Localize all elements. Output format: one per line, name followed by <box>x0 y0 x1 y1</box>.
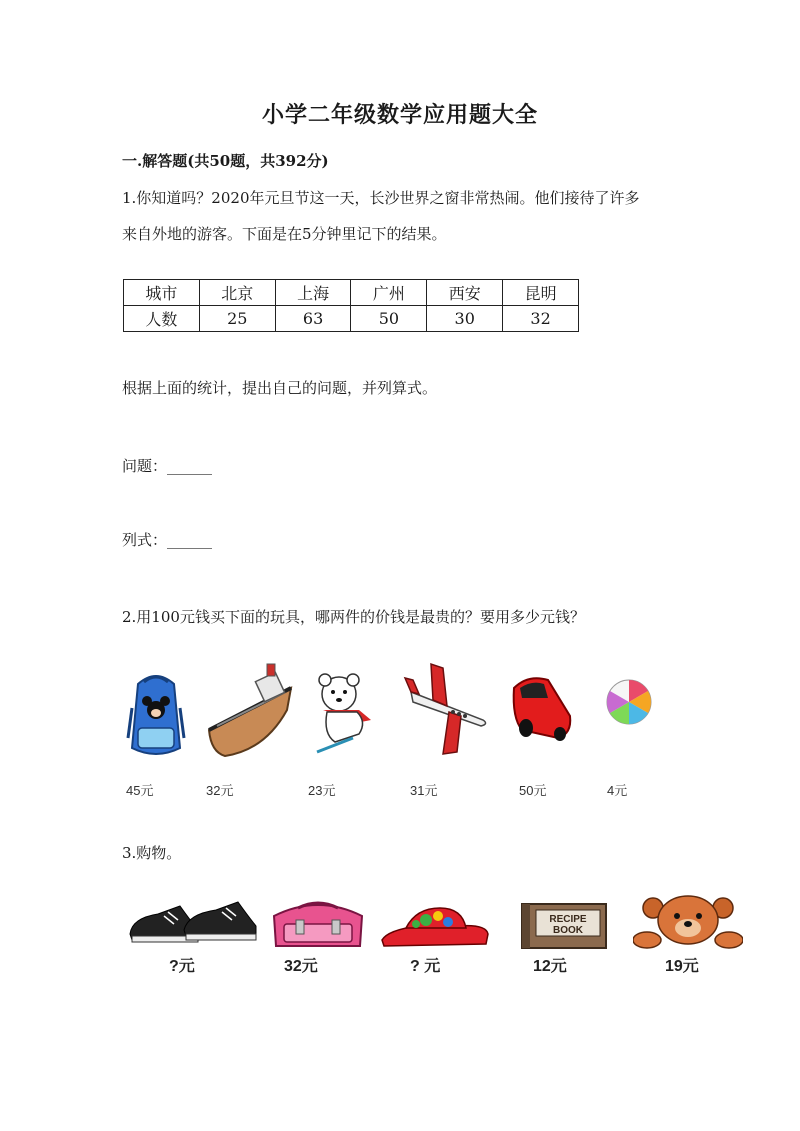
item-price: 31元 <box>410 783 438 798</box>
q1-question-blank: 问题：______ <box>122 457 213 475</box>
ship-icon <box>205 660 295 760</box>
teddy-bear-icon <box>633 894 743 952</box>
table-row <box>124 306 579 332</box>
q1-formula-blank: 列式：______ <box>122 531 213 549</box>
bear-skating-icon <box>313 672 379 756</box>
item-price: 12元 <box>533 958 567 975</box>
item-price: 19元 <box>665 958 699 975</box>
airplane-icon <box>403 660 489 758</box>
car-icon <box>508 668 576 744</box>
table-cell: 西安 <box>427 280 503 306</box>
backpack-icon <box>124 668 188 760</box>
q1-instruction: 根据上面的统计，提出自己的问题，并列算式。 <box>122 379 438 397</box>
recipe-book-icon <box>520 902 610 950</box>
item-price: 32元 <box>284 958 318 975</box>
item-price: 23元 <box>308 783 336 798</box>
book-text: RECIPE <box>549 914 587 925</box>
book-text: BOOK <box>553 925 583 936</box>
section-heading: 一.解答题(共50题，共392分) <box>122 152 329 170</box>
city-visitors-table <box>123 279 579 332</box>
q3-text: 3.购物。 <box>122 844 182 862</box>
bag-icon <box>268 896 368 950</box>
table-cell: 30 <box>427 306 503 332</box>
q1-text-line2: 来自外地的游客。下面是在5分钟里记下的结果。 <box>122 225 447 243</box>
q2-text: 2.用100元钱买下面的玩具，哪两件的价钱是最贵的？要用多少元钱？ <box>122 608 585 626</box>
table-cell: 50 <box>351 306 427 332</box>
item-price: ? 元 <box>410 958 441 975</box>
item-price: 45元 <box>126 783 154 798</box>
table-cell: 上海 <box>275 280 351 306</box>
table-cell: 人数 <box>124 306 200 332</box>
table-cell: 32 <box>503 306 579 332</box>
item-price: ?元 <box>169 958 195 975</box>
table-cell: 昆明 <box>503 280 579 306</box>
table-header-row <box>124 280 579 306</box>
sneakers-icon <box>128 900 260 946</box>
table-cell: 25 <box>199 306 275 332</box>
table-cell: 北京 <box>199 280 275 306</box>
item-price: 32元 <box>206 783 234 798</box>
ball-icon <box>605 678 653 726</box>
table-cell: 城市 <box>124 280 200 306</box>
table-cell: 63 <box>275 306 351 332</box>
cap-icon <box>378 904 490 950</box>
q1-text-line1: 1.你知道吗？2020年元旦节这一天，长沙世界之窗非常热闹。他们接待了许多 <box>122 189 640 207</box>
page-title: 小学二年级数学应用题大全 <box>261 102 538 128</box>
item-price: 50元 <box>519 783 547 798</box>
table-cell: 广州 <box>351 280 427 306</box>
item-price: 4元 <box>607 783 628 798</box>
